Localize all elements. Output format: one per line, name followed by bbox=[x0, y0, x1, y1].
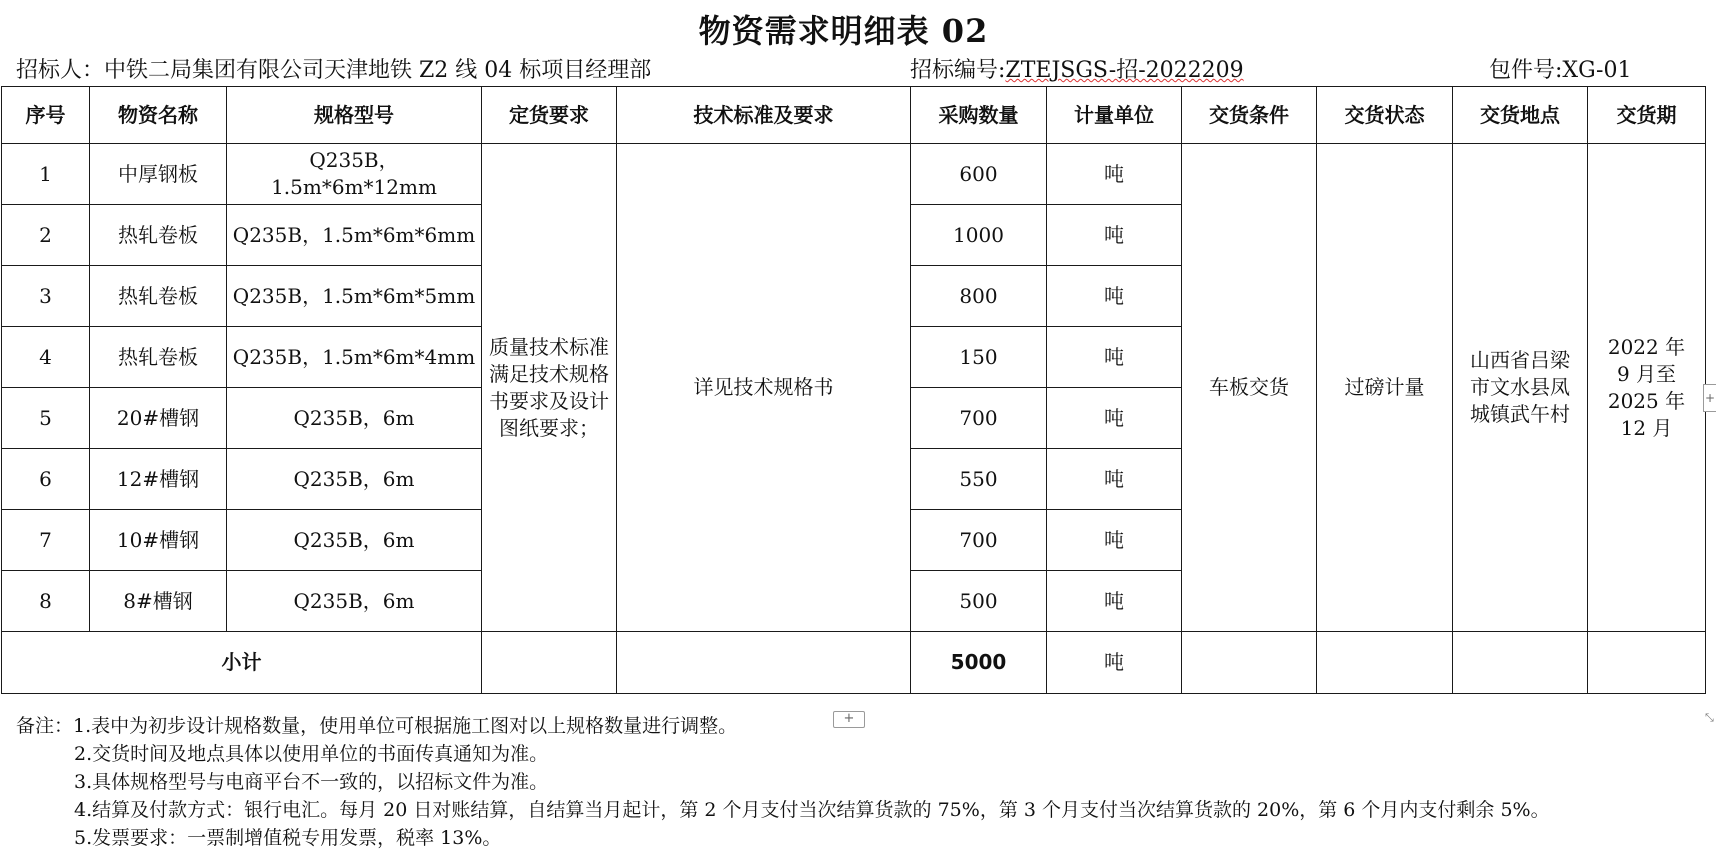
cell-qty[interactable]: 550 bbox=[911, 449, 1047, 510]
tender-number-label: 招标编号: bbox=[910, 58, 1006, 83]
header-delivery-period: 交货期 bbox=[1588, 87, 1706, 144]
cell-name[interactable]: 10#槽钢 bbox=[90, 510, 227, 571]
cell-no[interactable]: 6 bbox=[2, 449, 90, 510]
note-line: 2.交货时间及地点具体以使用单位的书面传真通知为准。 bbox=[74, 743, 549, 765]
cell-unit[interactable]: 吨 bbox=[1047, 266, 1182, 327]
cell-no[interactable]: 7 bbox=[2, 510, 90, 571]
cell-qty[interactable]: 700 bbox=[911, 510, 1047, 571]
header-qty: 采购数量 bbox=[911, 87, 1047, 144]
subtotal-unit[interactable]: 吨 bbox=[1047, 632, 1182, 694]
cell-unit[interactable]: 吨 bbox=[1047, 327, 1182, 388]
cell-unit[interactable]: 吨 bbox=[1047, 144, 1182, 205]
cell-spec[interactable]: Q235B，6m bbox=[227, 449, 482, 510]
cell-name[interactable]: 热轧卷板 bbox=[90, 266, 227, 327]
header-tech-standard: 技术标准及要求 bbox=[617, 87, 911, 144]
note-line: 4.结算及付款方式：银行电汇。每月 20 日对账结算，自结算当月起计，第 2 个月支付当次结算货款的 75%，第 3 个月支付当次结算货款的 20%，第 6 个月内支付剩余 5%。 bbox=[74, 799, 1550, 821]
header-order-req: 定货要求 bbox=[482, 87, 617, 144]
cell-unit[interactable]: 吨 bbox=[1047, 571, 1182, 632]
cell-no[interactable]: 1 bbox=[2, 144, 90, 205]
subtotal-empty-cell[interactable] bbox=[1453, 632, 1588, 694]
document-title: 物资需求明细表 02 bbox=[698, 12, 989, 50]
cell-name[interactable]: 20#槽钢 bbox=[90, 388, 227, 449]
header-delivery-condition: 交货条件 bbox=[1182, 87, 1317, 144]
note-line: 5.发票要求：一票制增值税专用发票，税率 13%。 bbox=[74, 827, 502, 849]
table-header-row bbox=[2, 87, 1706, 144]
cell-unit[interactable]: 吨 bbox=[1047, 510, 1182, 571]
header-name: 物资名称 bbox=[90, 87, 227, 144]
package-number: 包件号:XG-01 bbox=[1489, 58, 1632, 83]
cell-delivery-period[interactable]: 2022 年 9 月至 2025 年 12 月 bbox=[1588, 144, 1706, 632]
cell-no[interactable]: 8 bbox=[2, 571, 90, 632]
cell-order-requirement[interactable]: 质量技术标准满足技术规格书要求及设计图纸要求； bbox=[482, 144, 617, 632]
subtotal-label[interactable]: 小计 bbox=[2, 632, 482, 694]
note-line: 备注：1.表中为初步设计规格数量，使用单位可根据施工图对以上规格数量进行调整。 bbox=[16, 715, 738, 737]
cell-no[interactable]: 3 bbox=[2, 266, 90, 327]
cell-name[interactable]: 8#槽钢 bbox=[90, 571, 227, 632]
header-unit: 计量单位 bbox=[1047, 87, 1182, 144]
header-spec: 规格型号 bbox=[227, 87, 482, 144]
cell-no[interactable]: 5 bbox=[2, 388, 90, 449]
requirements-table bbox=[1, 86, 1706, 694]
cell-qty[interactable]: 600 bbox=[911, 144, 1047, 205]
subtotal-empty-cell[interactable] bbox=[1182, 632, 1317, 694]
cell-qty[interactable]: 700 bbox=[911, 388, 1047, 449]
cell-name[interactable]: 热轧卷板 bbox=[90, 205, 227, 266]
cell-qty[interactable]: 1000 bbox=[911, 205, 1047, 266]
header-no: 序号 bbox=[2, 87, 90, 144]
cell-spec[interactable]: Q235B，1.5m*6m*6mm bbox=[227, 205, 482, 266]
cell-name[interactable]: 中厚钢板 bbox=[90, 144, 227, 205]
cell-unit[interactable]: 吨 bbox=[1047, 388, 1182, 449]
add-row-button[interactable]: + bbox=[833, 711, 865, 728]
cell-qty[interactable]: 500 bbox=[911, 571, 1047, 632]
cell-qty[interactable]: 800 bbox=[911, 266, 1047, 327]
subtotal-row bbox=[2, 632, 1706, 694]
cell-name[interactable]: 热轧卷板 bbox=[90, 327, 227, 388]
table-resize-handle[interactable]: ⤡ bbox=[1705, 711, 1714, 724]
tender-number-value: ZTEJSGS-招-2022209 bbox=[1005, 58, 1244, 83]
cell-spec[interactable]: Q235B，1.5m*6m*4mm bbox=[227, 327, 482, 388]
cell-tech-standard[interactable]: 详见技术规格书 bbox=[617, 144, 911, 632]
cell-no[interactable]: 2 bbox=[2, 205, 90, 266]
subtotal-qty[interactable]: 5000 bbox=[911, 632, 1047, 694]
subtotal-empty-cell[interactable] bbox=[617, 632, 911, 694]
cell-spec[interactable]: Q235B，6m bbox=[227, 388, 482, 449]
cell-unit[interactable]: 吨 bbox=[1047, 205, 1182, 266]
cell-delivery-status[interactable]: 过磅计量 bbox=[1317, 144, 1453, 632]
tender-number bbox=[910, 53, 1244, 84]
table-row bbox=[2, 144, 1706, 205]
header-delivery-location: 交货地点 bbox=[1453, 87, 1588, 144]
tenderer-label: 招标人：中铁二局集团有限公司天津地铁 Z2 线 04 标项目经理部 bbox=[16, 58, 652, 83]
cell-spec[interactable]: Q235B，6m bbox=[227, 510, 482, 571]
cell-delivery-location[interactable]: 山西省吕梁市文水县凤城镇武午村 bbox=[1453, 144, 1588, 632]
header-delivery-status: 交货状态 bbox=[1317, 87, 1453, 144]
add-column-button[interactable]: + bbox=[1703, 384, 1716, 412]
subtotal-empty-cell[interactable] bbox=[1588, 632, 1706, 694]
cell-qty[interactable]: 150 bbox=[911, 327, 1047, 388]
cell-unit[interactable]: 吨 bbox=[1047, 449, 1182, 510]
cell-spec[interactable]: Q235B，6m bbox=[227, 571, 482, 632]
cell-no[interactable]: 4 bbox=[2, 327, 90, 388]
cell-delivery-condition[interactable]: 车板交货 bbox=[1182, 144, 1317, 632]
cell-spec[interactable]: Q235B，1.5m*6m*5mm bbox=[227, 266, 482, 327]
subtotal-empty-cell[interactable] bbox=[482, 632, 617, 694]
notes-section bbox=[16, 712, 1550, 852]
cell-name[interactable]: 12#槽钢 bbox=[90, 449, 227, 510]
subtotal-empty-cell[interactable] bbox=[1317, 632, 1453, 694]
cell-spec[interactable]: Q235B，1.5m*6m*12mm bbox=[227, 144, 482, 205]
note-line: 3.具体规格型号与电商平台不一致的，以招标文件为准。 bbox=[74, 771, 549, 793]
